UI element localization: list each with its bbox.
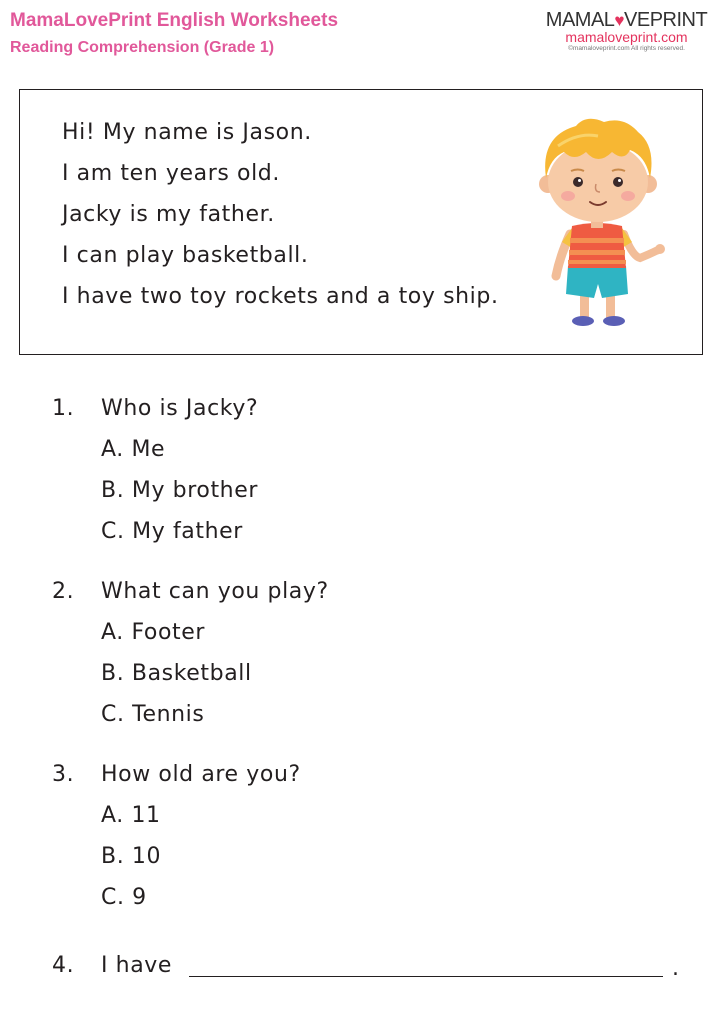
- question-number: 4.: [52, 953, 75, 978]
- question-number: 1.: [52, 396, 75, 421]
- answer-blank-line[interactable]: [189, 976, 663, 977]
- answer-option[interactable]: B. 10: [101, 844, 162, 869]
- logo-copyright: ©mamaloveprint.com All rights reserved.: [568, 45, 685, 52]
- story-line: I am ten years old.: [62, 161, 280, 186]
- question-text: How old are you?: [101, 762, 301, 787]
- question-number: 3.: [52, 762, 75, 787]
- answer-option[interactable]: C. 9: [101, 885, 147, 910]
- story-text: [62, 120, 499, 325]
- logo-name-right: VEPRINT: [624, 9, 708, 31]
- answer-option[interactable]: A. Footer: [101, 620, 206, 645]
- answer-option[interactable]: C. My father: [101, 519, 243, 544]
- story-line: I have two toy rockets and a toy ship.: [62, 284, 499, 309]
- logo-name-left: MAMAL: [545, 9, 615, 31]
- answer-option[interactable]: A. 11: [101, 803, 161, 828]
- answer-option[interactable]: B. Basketball: [101, 661, 252, 686]
- sentence-period: .: [672, 956, 679, 981]
- story-box: [19, 89, 703, 355]
- worksheet-subtitle: Reading Comprehension (Grade 1): [10, 39, 275, 56]
- brand-logo: [539, 9, 714, 52]
- question-text: What can you play?: [101, 579, 329, 604]
- story-line: I can play basketball.: [62, 243, 309, 268]
- answer-option[interactable]: A. Me: [101, 437, 166, 462]
- question-number: 2.: [52, 579, 75, 604]
- question-text: Who is Jacky?: [101, 396, 259, 421]
- worksheet-title: MamaLovePrint English Worksheets: [10, 10, 339, 31]
- question-text: I have: [101, 953, 173, 978]
- story-line: Hi! My name is Jason.: [62, 120, 312, 145]
- answer-option[interactable]: B. My brother: [101, 478, 259, 503]
- story-line: Jacky is my father.: [62, 202, 275, 227]
- logo-url: mamaloveprint.com: [565, 29, 688, 45]
- heart-icon: ♥: [614, 11, 625, 30]
- answer-option[interactable]: C. Tennis: [101, 702, 205, 727]
- boy-illustration: [528, 116, 668, 332]
